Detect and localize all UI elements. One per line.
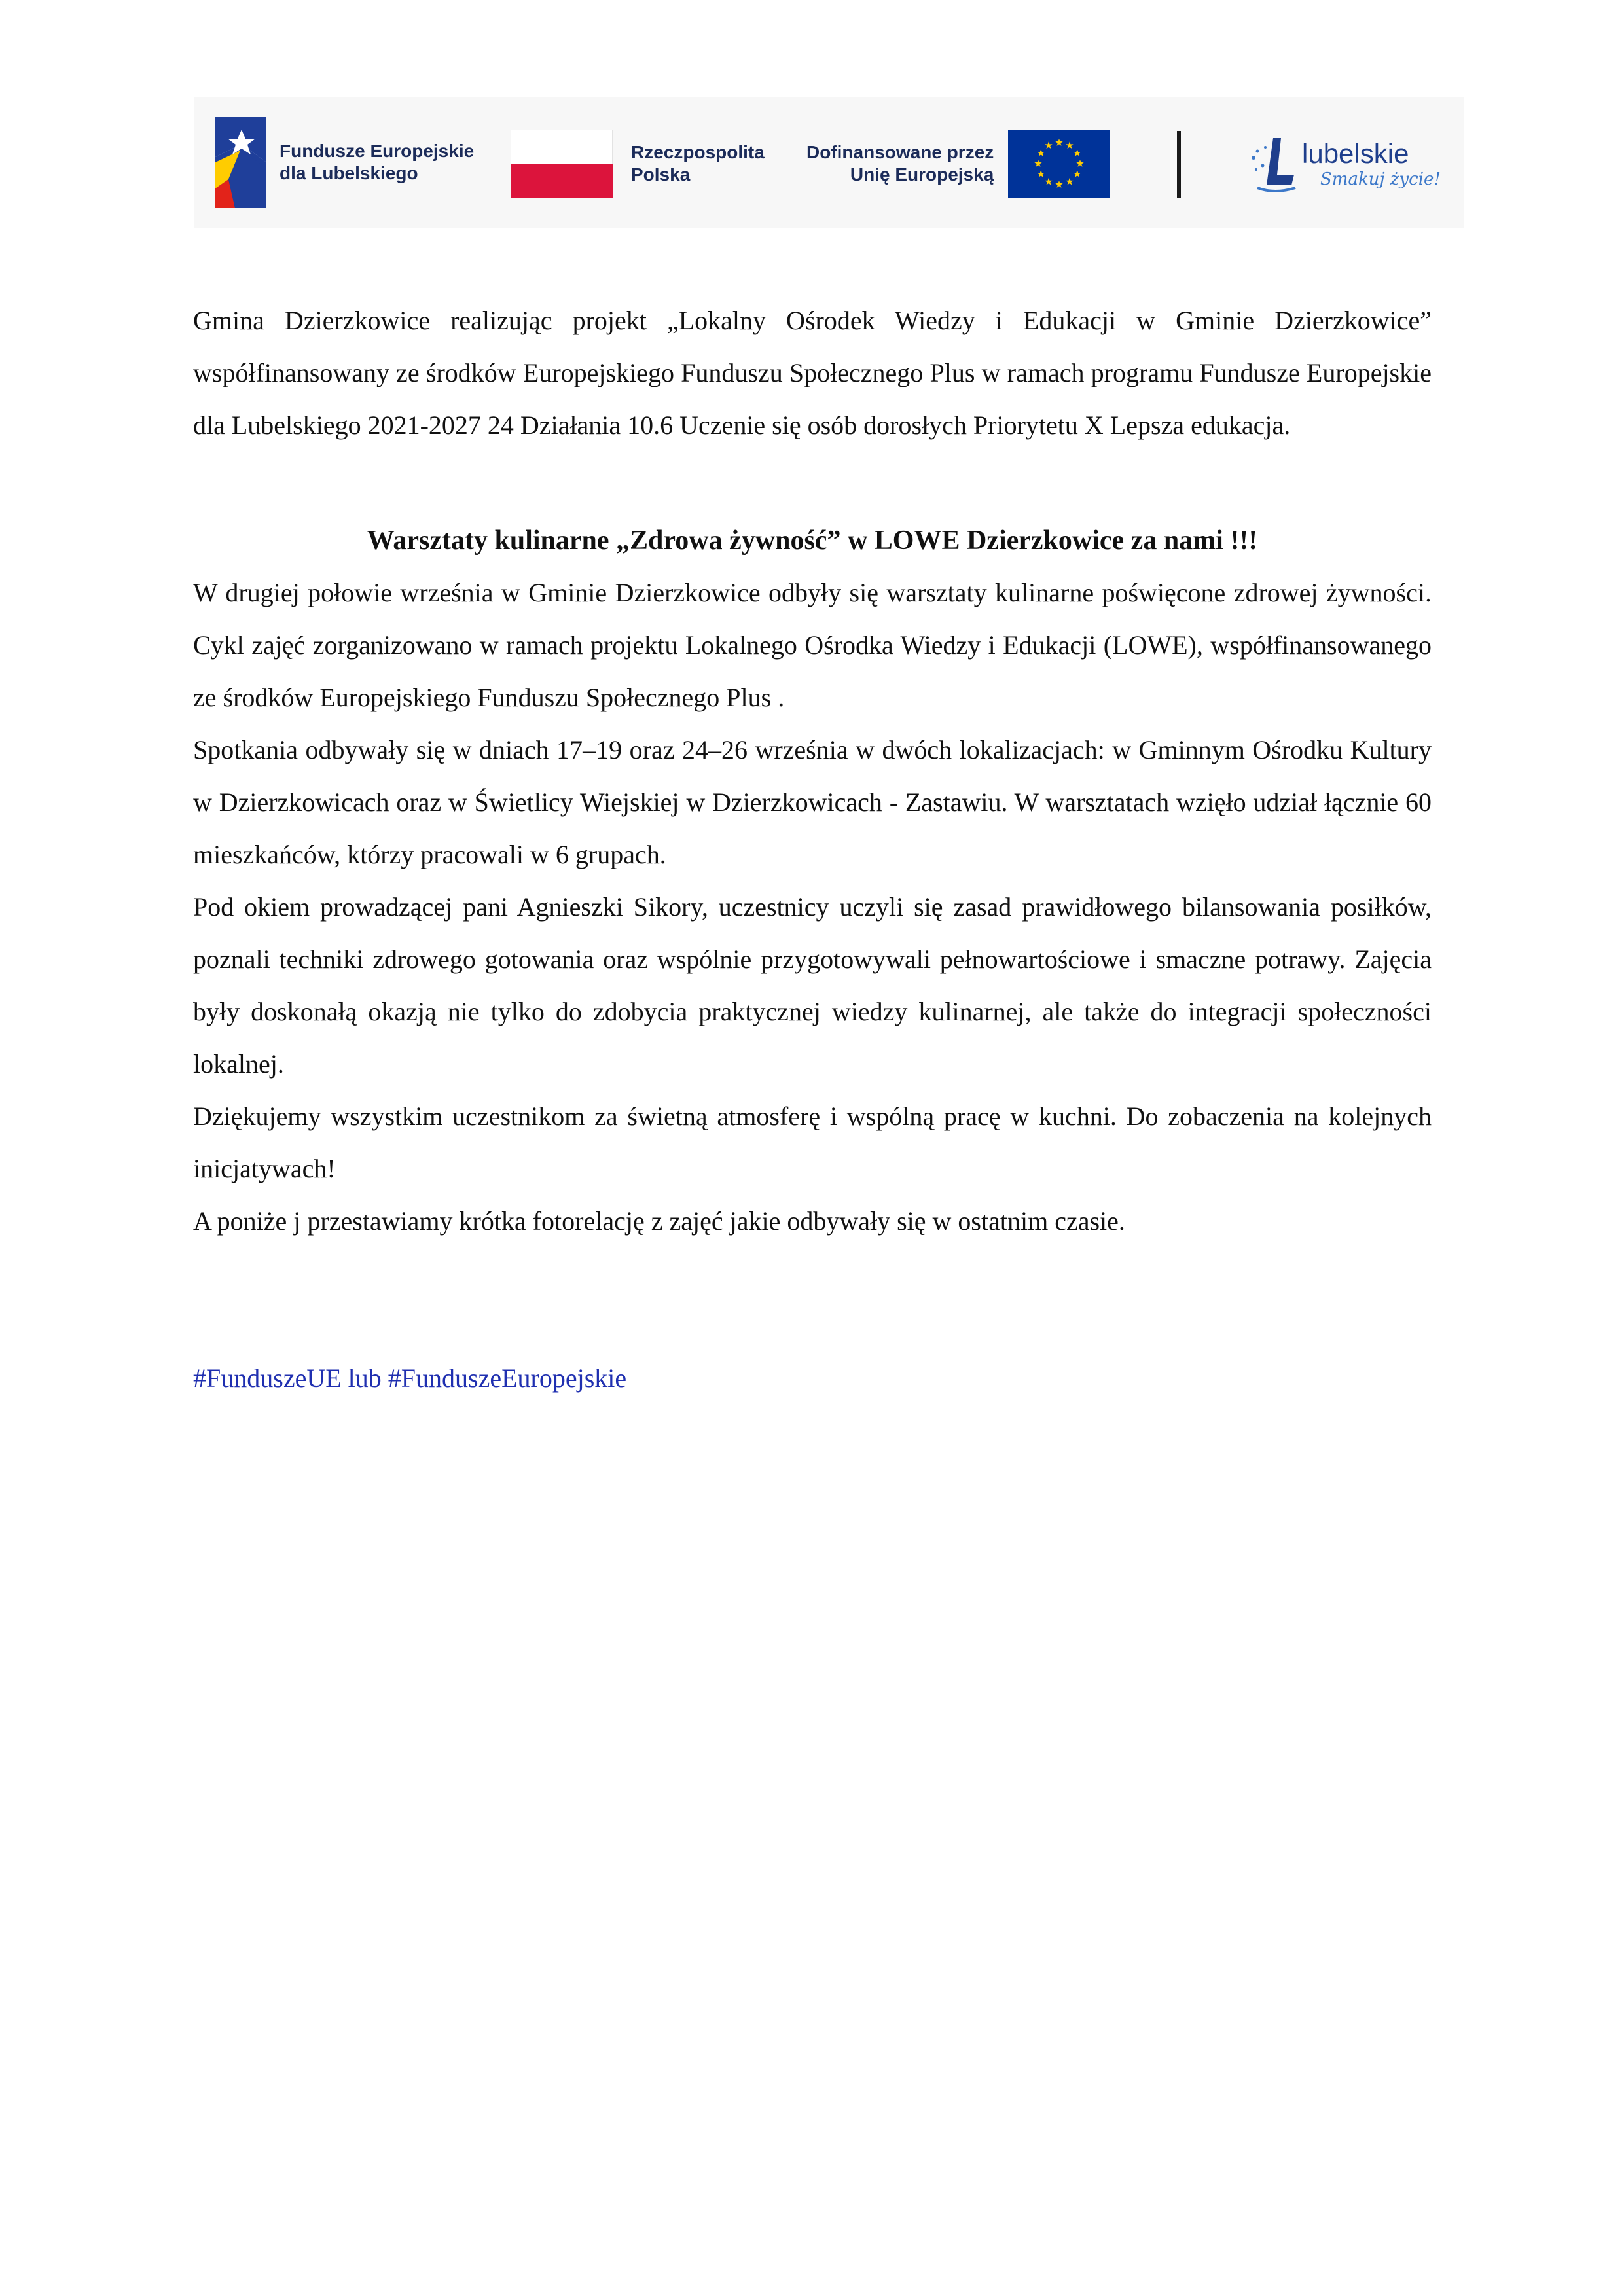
logo-divider <box>1177 131 1181 198</box>
poland-flag-icon <box>511 130 613 198</box>
fundusze-europejskie-logo <box>215 117 474 208</box>
eu-cofinanced-logo <box>806 131 1110 196</box>
body-paragraph: Dziękujemy wszystkim uczestnikom za świetną atmosferę i wspólną pracę w kuchni. Do zobaczenia na kolejnych inicjatywach! <box>193 1102 1432 1183</box>
fundusze-europejskie-star-icon <box>215 117 266 208</box>
rzeczpospolita-polska-logo <box>511 130 765 198</box>
fundusze-europejskie-text <box>280 140 474 185</box>
eu-flag-icon <box>1008 130 1110 198</box>
logo-text-line: Fundusze Europejskie <box>280 141 475 161</box>
body-paragraph: Spotkania odbywały się w dniach 17–19 oraz 24–26 września w dwóch lokalizacjach: w Gminnym Ośrodku Kultury w Dzierzkowicach oraz w Świetlicy Wiejskiej w Dzierzkowicach - Zastawiu. W warsztatach wzięło udział łącznie 60 mieszkańców, którzy pracowali w 6 grupach. <box>193 735 1432 869</box>
lubelskie-texts <box>1302 139 1441 190</box>
lubelskie-logo <box>1248 128 1441 200</box>
document-body <box>193 295 1432 1405</box>
body-paragraph: W drugiej połowie września w Gminie Dzierzkowice odbyły się warsztaty kulinarne poświęcone zdrowej żywności. Cykl zajęć zorganizowano w ramach projektu Lokalnego Ośrodka Wiedzy i Edukacji (LOWE), współfinansowanego ze środków Europejskiego Funduszu Społecznego Plus . <box>193 578 1432 712</box>
logo-text-line: Unię Europejską <box>850 164 994 185</box>
lubelskie-name: lubelskie <box>1302 138 1409 169</box>
body-paragraph: A poniże j przestawiamy krótka fotorelację z zajęć jakie odbywały się w ostatnim czasie. <box>193 1206 1125 1236</box>
lubelskie-mark-icon <box>1248 132 1301 197</box>
logo-text-line: Dofinansowane przez <box>806 142 994 162</box>
article-headline: Warsztaty kulinarne „Zdrowa żywność” w LOWE Dzierzkowice za nami !!! <box>367 526 1258 556</box>
logo-bar <box>194 97 1464 228</box>
intro-paragraph: Gmina Dzierzkowice realizując projekt „Lokalny Ośrodek Wiedzy i Edukacji w Gminie Dzierzkowice” współfinansowany ze środków Europejskiego Funduszu Społecznego Plus w ramach programu Fundusze Europejskie dla Lubelskiego 2021-2027 24 Działania 10.6 Uczenie się osób dorosłych Priorytetu X Lepsza edukacja. <box>193 306 1432 440</box>
logo-text-line: Rzeczpospolita <box>631 142 765 162</box>
logo-text-line: Polska <box>631 164 691 185</box>
rzeczpospolita-polska-text <box>631 141 765 186</box>
flag-red-stripe <box>511 164 613 198</box>
flag-white-stripe <box>511 130 613 164</box>
eu-cofinanced-text <box>806 141 994 186</box>
body-paragraph: Pod okiem prowadzącej pani Agnieszki Sikory, uczestnicy uczyli się zasad prawidłowego bilansowania posiłków, poznali techniki zdrowego gotowania oraz wspólnie przygotowywali pełnowartościowe i smaczne potrawy. Zajęcia były doskonałą okazją nie tylko do zdobycia praktycznej wiedzy kulinarnej, ale także do integracji społeczności lokalnej. <box>193 892 1432 1079</box>
logo-text-line: dla Lubelskiego <box>280 163 418 183</box>
lubelskie-slogan: Smakuj życie! <box>1320 170 1441 189</box>
hashtags[interactable]: #FunduszeUE lub #FunduszeEuropejskie <box>193 1363 627 1393</box>
